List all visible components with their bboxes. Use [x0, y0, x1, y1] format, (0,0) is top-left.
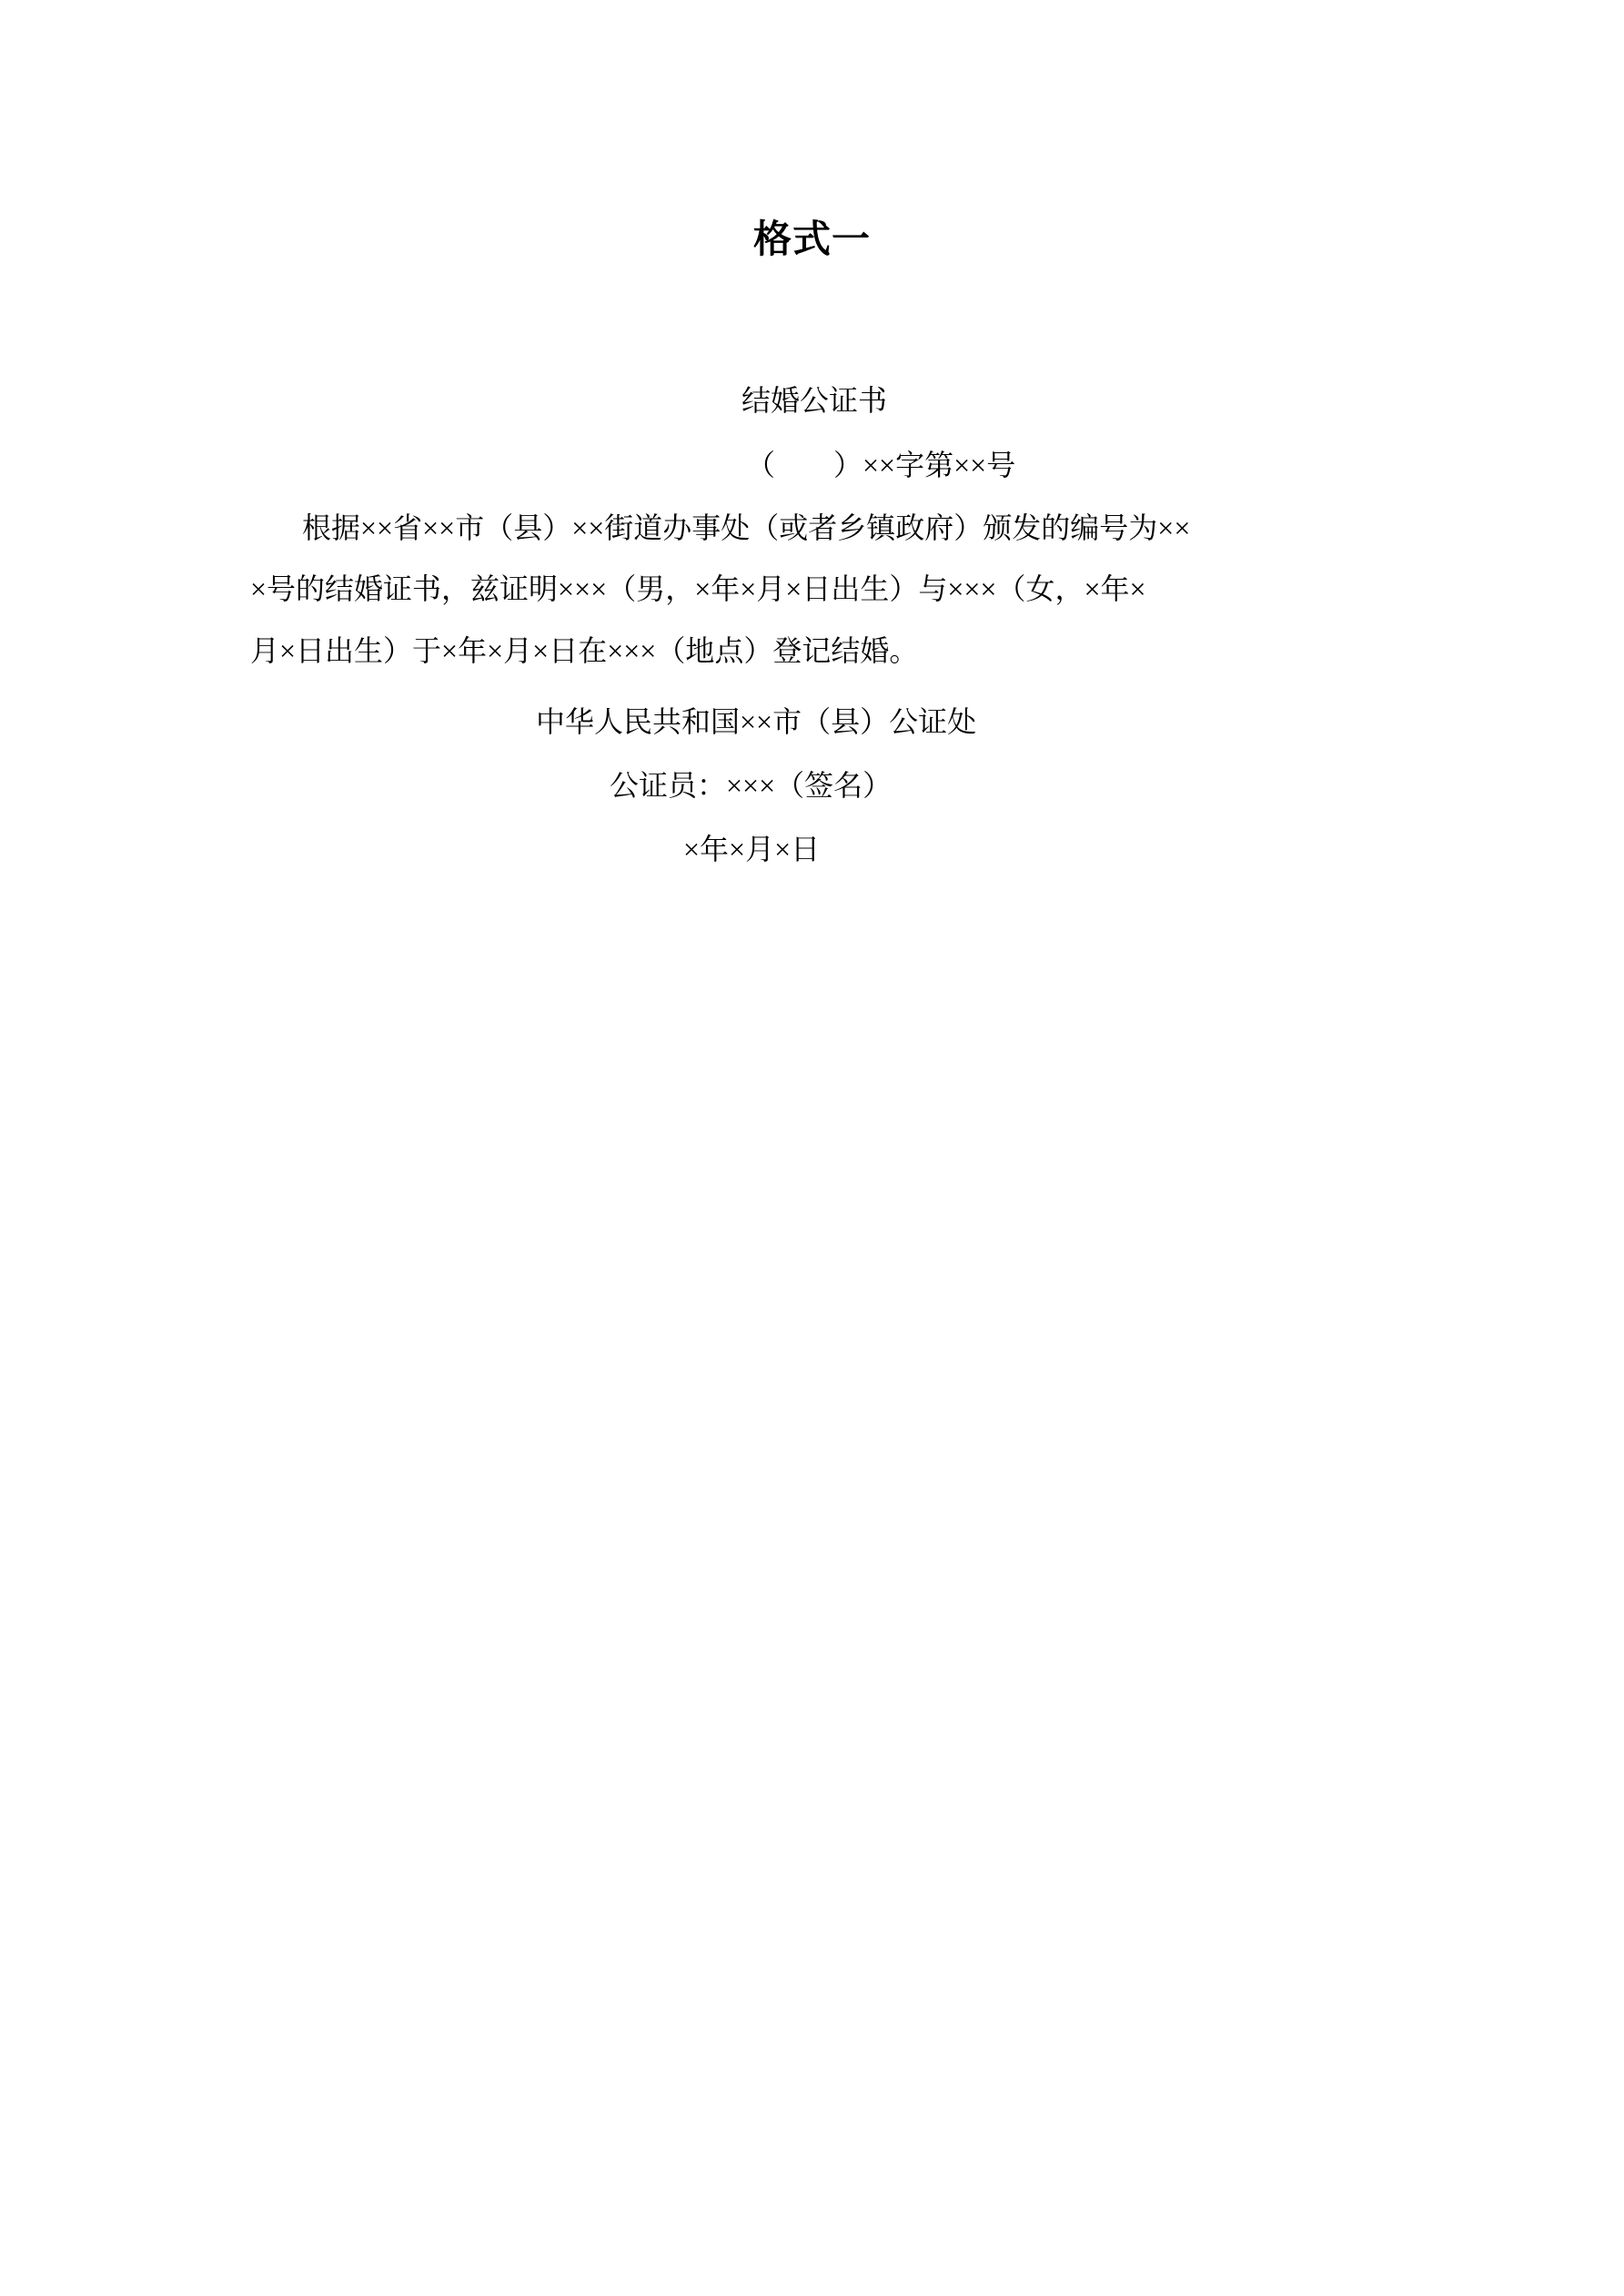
certificate-body-line-3: 月×日出生）于×年×月×日在×××（地点）登记结婚。 — [250, 634, 919, 667]
date-line: ×年×月×日 — [683, 833, 821, 865]
certificate-body-line-1: 根据××省××市（县）××街道办事处（或者乡镇政府）颁发的编号为×× — [302, 511, 1191, 544]
certificate-title: 结婚公证书 — [741, 384, 888, 417]
certificate-number-line: （ ）××字第××号 — [746, 449, 1016, 481]
certificate-body-line-2: ×号的结婚证书，兹证明×××（男，×年×月×日出生）与×××（女，×年× — [250, 572, 1146, 605]
format-heading: 格式一 — [752, 217, 871, 260]
notary-signature-line: 公证员：×××（签名） — [610, 769, 893, 802]
issuer-line: 中华人民共和国××市（县）公证处 — [536, 705, 977, 738]
